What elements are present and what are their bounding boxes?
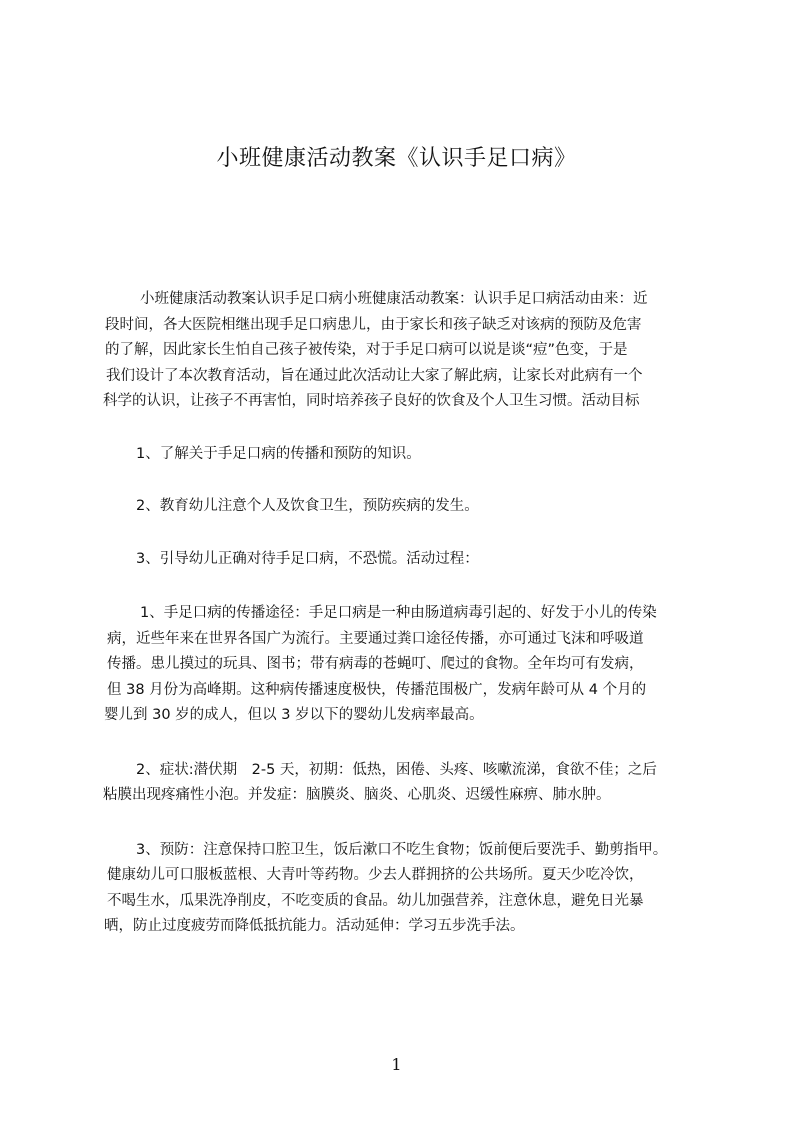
text-line: 段时间，各大医院相继出现手足口病患儿，由于家长和孩子缺乏对该病的预防及危害 (105, 316, 642, 333)
text-line: 3、引导幼儿正确对待手足口病，不恐慌。活动过程： (136, 550, 479, 567)
text-line: 不喝生水，瓜果洗净削皮，不吃变质的食品。幼儿加强营养，注意休息，避免日光暴 (107, 892, 644, 909)
text-line: 但 38 月份为高峰期。这种病传播速度极快，传播范围极广，发病年龄可从 4 个月的 (107, 681, 647, 698)
text-line: 粘膜出现疼痛性小泡。并发症：脑膜炎、脑炎、心肌炎、迟缓性麻痹、肺水肿。 (103, 787, 611, 803)
text-line: 的了解，因此家长生怕自己孩子被传染，对于手足口病可以说是谈“痘”色变，于是 (105, 342, 628, 358)
document-title: 小班健康活动教案《认识手足口病》 (216, 146, 577, 171)
text-line: 科学的认识，让孩子不再害怕，同时培养孩子良好的饮食及个人卫生习惯。活动目标 (103, 393, 640, 409)
page-number: 1 (391, 1055, 402, 1074)
text-line: 我们设计了本次教育活动，旨在通过此次活动让大家了解此病，让家长对此病有一个 (106, 367, 643, 384)
text-line: 3、预防：注意保持口腔卫生，饭后漱口不吃生食物；饭前便后要洗手、勤剪指甲。 (136, 841, 668, 858)
paragraph-prevention (103, 838, 725, 940)
text-line: 2、症状:潜伏期 2-5 天，初期：低热，困倦、头疼、咳嗽流涕，食欲不佳；之后 (136, 761, 657, 778)
text-line: 2、教育幼儿注意个人及饮食卫生，预防疾病的发生。 (136, 498, 479, 514)
text-line: 1、手足口病的传播途径：手足口病是一种由肠道病毒引起的、好发于小儿的传染 (140, 605, 657, 621)
paragraph-goal-1 (103, 442, 725, 468)
paragraph-process-1 (103, 601, 725, 729)
document-body (103, 287, 725, 940)
paragraph-intro (103, 287, 725, 415)
paragraph-goal-2 (103, 494, 725, 520)
text-line: 病，近些年来在世界各国广为流行。主要通过粪口途径传播，亦可通过飞沫和呼吸道 (107, 630, 644, 647)
text-line: 1、了解关于手足口病的传播和预防的知识。 (136, 445, 421, 462)
text-line: 婴儿到 30 岁的成人，但以 3 岁以下的婴幼儿发病率最高。 (104, 707, 484, 723)
text-line: 小班健康活动教案认识手足口病小班健康活动教案：认识手足口病活动由来：近 (140, 291, 648, 307)
paragraph-symptoms (103, 758, 725, 809)
paragraph-goal-3 (103, 547, 725, 573)
text-line: 健康幼儿可口服板蓝根、大青叶等药物。少去人群拥挤的公共场所。夏天少吃冷饮， (107, 867, 644, 883)
text-line: 晒，防止过度疲劳而降低抵抗能力。活动延伸：学习五步洗手法。 (104, 918, 525, 934)
text-line: 传播。患儿摸过的玩具、图书；带有病毒的苍蝇叮、爬过的食物。全年均可有发病， (107, 656, 644, 672)
